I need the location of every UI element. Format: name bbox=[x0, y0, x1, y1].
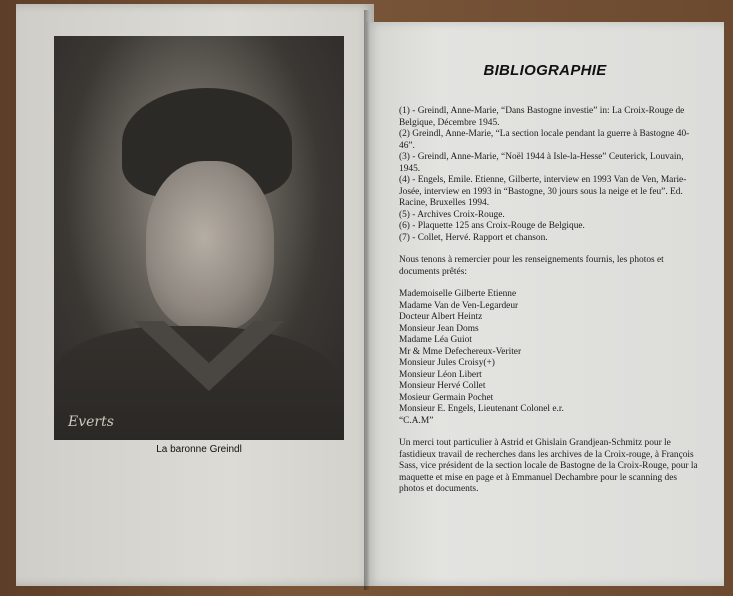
thanks-item: “C.A.M” bbox=[399, 415, 434, 426]
thanks-item: Docteur Albert Heintz bbox=[399, 312, 483, 322]
thanks-item: Monsieur Hervé Collet bbox=[399, 381, 486, 391]
reference-item: (4) - Engels, Emile. Etienne, Gilberte, interview en 1993 Van de Ven, Marie-Josée, interview en 1993 in “Bastogne, 30 jours sous la neige et le feu”. Ed. Racine, Bruxelles 1994. bbox=[399, 175, 687, 208]
reference-item: (5) - Archives Croix-Rouge. bbox=[399, 209, 505, 220]
reference-item: (7) - Collet, Hervé. Rapport et chanson. bbox=[399, 232, 548, 243]
thanks-item: Monsieur Jean Doms bbox=[399, 323, 479, 334]
final-thanks: Un merci tout particulier à Astrid et Ghislain Grandjean-Schmitz pour le fastidieux travail de recherches dans les archives de la Croix-rouge, à François Sass, vice président de la section locale de Bastogne de la Croix-Rouge, pour la maquette et mise en page et à Emmanuel Dechambre pour le scanning des photos et documents. bbox=[399, 438, 698, 494]
page-title: BIBLIOGRAPHIE bbox=[483, 62, 607, 79]
thanks-item: Mr & Mme Defechereux-Veriter bbox=[399, 346, 522, 357]
spacer bbox=[399, 244, 699, 255]
photo-caption: La baronne Greindl bbox=[156, 444, 242, 455]
thanks-item: Monsieur Léon Libert bbox=[399, 369, 482, 380]
portrait-photo bbox=[54, 36, 344, 440]
book-spine bbox=[364, 10, 370, 590]
thanks-item: Monsieur E. Engels, Lieutenant Colonel e.r. bbox=[399, 404, 564, 414]
reference-item: (3) - Greindl, Anne-Marie, “Noël 1944 à Isle-la-Hesse” Ceuterick, Louvain, 1945. bbox=[399, 152, 684, 174]
reference-item: (6) - Plaquette 125 ans Croix-Rouge de Belgique. bbox=[399, 221, 585, 231]
thanks-item: Madame Léa Guiot bbox=[399, 335, 472, 345]
thanks-item: Mosieur Germain Pochet bbox=[399, 392, 494, 403]
thanks-item: Mademoiselle Gilberte Etienne bbox=[399, 289, 517, 299]
reference-item: (1) - Greindl, Anne-Marie, “Dans Bastogne investie” in: La Croix-Rouge de Belgique, Décembre 1945. bbox=[399, 106, 685, 128]
bibliography-content bbox=[399, 106, 699, 496]
thanks-item: Madame Van de Ven-Legardeur bbox=[399, 300, 519, 311]
photo-signature: Everts bbox=[68, 414, 114, 430]
portrait-face bbox=[146, 161, 274, 331]
spacer bbox=[399, 278, 699, 289]
thanks-list bbox=[399, 289, 699, 427]
thanks-intro: Nous tenons à remercier pour les renseignements fournis, les photos et documents prêtés: bbox=[399, 255, 664, 277]
spacer bbox=[399, 427, 699, 438]
reference-item: (2) Greindl, Anne-Marie, “La section locale pendant la guerre à Bastogne 40-46”. bbox=[399, 129, 690, 151]
thanks-item: Monsieur Jules Croisy(+) bbox=[399, 358, 495, 368]
